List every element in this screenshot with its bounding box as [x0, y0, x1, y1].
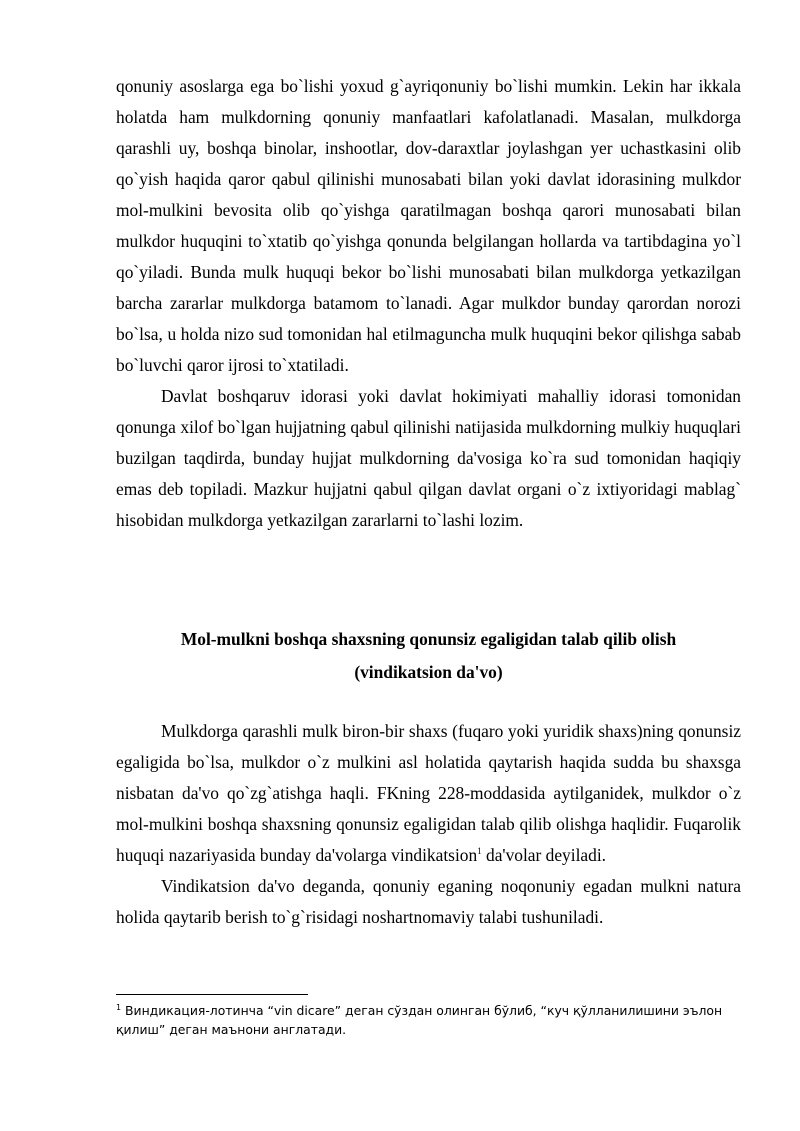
footnote-text: Виндикация-лотинча “vin dicare” деган сўздан олинган бўлиб, “куч қўлланилишини эълон қилиш” деган маънони англатади. [116, 1003, 723, 1037]
body-text-top [116, 71, 741, 536]
footnote-mark: 1 [116, 1002, 122, 1012]
paragraph-text-end: da'volar deyiladi. [481, 845, 607, 865]
heading-line-1: Mol-mulkni boshqa shaxsning qonunsiz egaligidan talab qilib olish [180, 629, 677, 649]
paragraph-state-acts: Davlat boshqaruv idorasi yoki davlat hokimiyati mahalliy idorasi tomonidan qonunga xilof bo`lgan hujjatning qabul qilinishi natijasida mulkdorning mulkiy huquqlari buzilgan taqdirda, bunday hujjat mulkdorning da'vosiga ko`ra sud tomonidan haqiqiy emas deb topiladi. Mazkur hujjatni qabul qilgan davlat organi o`z ixtiyoridagi mablag` hisobidan mulkdorga yetkazilgan zararlarni to`lashi lozim. [116, 386, 741, 530]
footnote-separator [116, 994, 308, 995]
section-heading [116, 623, 741, 689]
footnote-reference: 1 [477, 846, 482, 857]
paragraph-continued: qonuniy asoslarga ega bo`lishi yoxud g`ayriqonuniy bo`lishi mumkin. Lekin har ikkala holatda ham mulkdorning qonuniy manfaatlari kafolatlanadi. Masalan, mulkdorga qarashli uy, boshqa binolar, inshootlar, dov-daraxtlar joylashgan yer uchastkasini olib qo`yish haqida qaror qabul qilinishi munosabati bilan yoki davlat idorasining mulkdor mol-mulkini bevosita olib qo`yishga qaratilmagan boshqa qarori munosabati bilan mulkdor huquqini to`xtatib qo`yishga qonunda belgilangan hollarda va tartibdagina yo`l qo`yiladi. Bunda mulk huquqi bekor bo`lishi munosabati bilan mulkdorga yetkazilgan barcha zararlar mulkdorga batamom to`lanadi. Agar mulkdor bunday qarordan norozi bo`lsa, u holda nizo sud tomonidan hal etilmaguncha mulk huquqini bekor qilishga sabab bo`luvchi qaror ijrosi to`xtatiladi. [116, 76, 741, 375]
paragraph-vindication-intro [116, 716, 741, 871]
body-text-bottom [116, 716, 741, 933]
paragraph-text: Mulkdorga qarashli mulk biron-bir shaxs (fuqaro yoki yuridik shaxs)ning qonunsiz egaligida bo`lsa, mulkdor o`z mulkini asl holatida qaytarish haqida sudda bu shaxsga nisbatan da'vo qo`zg`atishga haqli. FKning 228-moddasida aytilganidek, mulkdor o`z mol-mulkini boshqa shaxsning qonunsiz egaligidan talab qilib olishga haqlidir. Fuqarolik huquqi nazariyasida bunday da'volarga vindikatsion [116, 721, 741, 865]
heading-line-2: (vindikatsion da'vo) [354, 662, 503, 682]
footnote [116, 1001, 746, 1039]
paragraph-vindication-definition: Vindikatsion da'vo deganda, qonuniy eganing noqonuniy egadan mulkni natura holida qaytarib berish to`g`risidagi noshartnomaviy talabi tushuniladi. [116, 876, 741, 927]
